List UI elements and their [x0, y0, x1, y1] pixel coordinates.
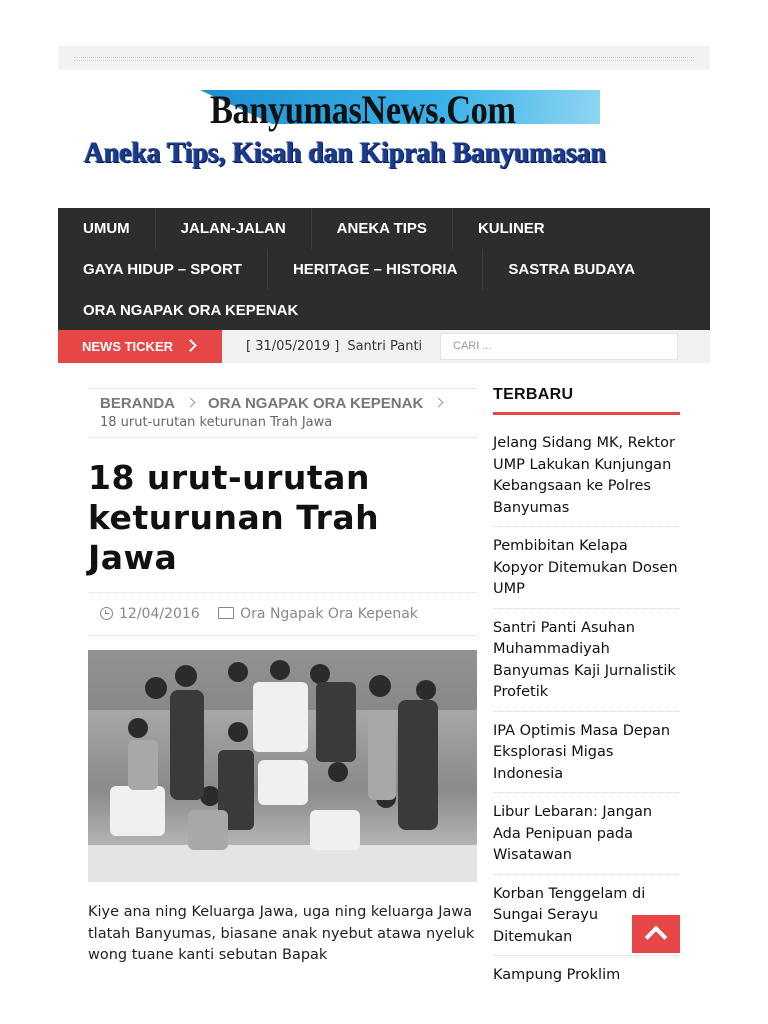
main-navigation — [58, 208, 710, 330]
nav-item-heritage-historia[interactable]: HERITAGE – HISTORIA — [268, 249, 483, 290]
back-to-top-button[interactable] — [632, 915, 680, 953]
clock-icon — [100, 607, 113, 620]
nav-row-3 — [58, 290, 323, 331]
chevron-right-icon — [186, 398, 196, 408]
news-ticker-label — [58, 330, 222, 363]
family-photo-illustration — [88, 650, 477, 882]
sidebar-title: TERBARU — [493, 386, 680, 415]
news-ticker-label-text: NEWS TICKER — [82, 339, 173, 354]
breadcrumb-home-link[interactable]: BERANDA — [100, 395, 175, 412]
news-ticker-item[interactable] — [246, 330, 422, 363]
site-logo[interactable] — [82, 86, 682, 190]
chevron-right-icon — [184, 339, 197, 352]
article-category-link[interactable]: Ora Ngapak Ora Kepenak — [240, 606, 418, 622]
nav-item-gaya-hidup-sport[interactable]: GAYA HIDUP – SPORT — [58, 249, 268, 290]
latest-post-link[interactable]: Kampung Proklim — [493, 967, 621, 983]
logo-brand-text: BanyumasNews.Com — [210, 87, 516, 132]
top-bar-pattern — [74, 57, 694, 61]
logo-tagline: Aneka Tips, Kisah dan Kiprah Banyumasan — [84, 136, 607, 169]
article-featured-image — [88, 650, 477, 882]
breadcrumb-current: 18 urut-urutan keturunan Trah Jawa — [100, 415, 333, 430]
latest-post-link[interactable]: Santri Panti Asuhan Muhammadiyah Banyumas Kaji Jurnalistik Profetik — [493, 614, 680, 712]
nav-row-2 — [58, 249, 660, 290]
sidebar-latest — [493, 386, 680, 999]
latest-post-link[interactable]: Pembibitan Kelapa Kopyor Ditemukan Dosen UMP — [493, 532, 680, 609]
latest-post-link[interactable]: Jelang Sidang MK, Rektor UMP Lakukan Kunjungan Kebangsaan ke Polres Banyumas — [493, 429, 680, 527]
chevron-up-icon — [645, 926, 668, 949]
article-date: 12/04/2016 — [119, 606, 200, 622]
nav-item-jalan-jalan[interactable]: JALAN-JALAN — [156, 208, 312, 249]
article-meta — [88, 592, 477, 636]
latest-post-link[interactable]: Libur Lebaran: Jangan Ada Penipuan pada Wisatawan — [493, 798, 680, 875]
breadcrumb-category-link[interactable]: ORA NGAPAK ORA KEPENAK — [208, 395, 424, 412]
nav-item-kuliner[interactable]: KULINER — [477, 220, 545, 237]
nav-row-1 — [58, 208, 570, 249]
news-ticker — [58, 330, 710, 363]
nav-item-umum[interactable]: UMUM — [58, 208, 156, 249]
top-bar — [58, 46, 710, 71]
folder-icon — [218, 607, 234, 619]
news-ticker-headline: Santri Panti — [347, 339, 423, 354]
latest-post-link[interactable]: Korban Tenggelam di Sungai Serayu Ditemukan — [493, 880, 680, 957]
nav-item-sastra-budaya[interactable]: SASTRA BUDAYA — [508, 261, 636, 278]
nav-item-aneka-tips[interactable]: ANEKA TIPS — [312, 208, 453, 249]
news-ticker-date: [ 31/05/2019 ] — [246, 339, 340, 354]
nav-item-ora-ngapak[interactable]: ORA NGAPAK ORA KEPENAK — [83, 302, 299, 319]
latest-post-link[interactable]: IPA Optimis Masa Depan Eksplorasi Migas Indonesia — [493, 717, 680, 794]
article-title: 18 urut-urutan keturunan Trah Jawa — [88, 458, 380, 577]
site-header — [58, 70, 710, 208]
breadcrumb — [88, 388, 477, 438]
latest-posts-list — [493, 429, 680, 994]
chevron-right-icon — [434, 398, 444, 408]
search-input[interactable]: CARI ... — [440, 333, 678, 360]
article-intro: Kiye ana ning Keluarga Jawa, uga ning keluarga Jawa tlatah Banyumas, biasane anak nyebut atawa nyeluk wong tuane kanti sebutan Bapak — [88, 904, 475, 963]
